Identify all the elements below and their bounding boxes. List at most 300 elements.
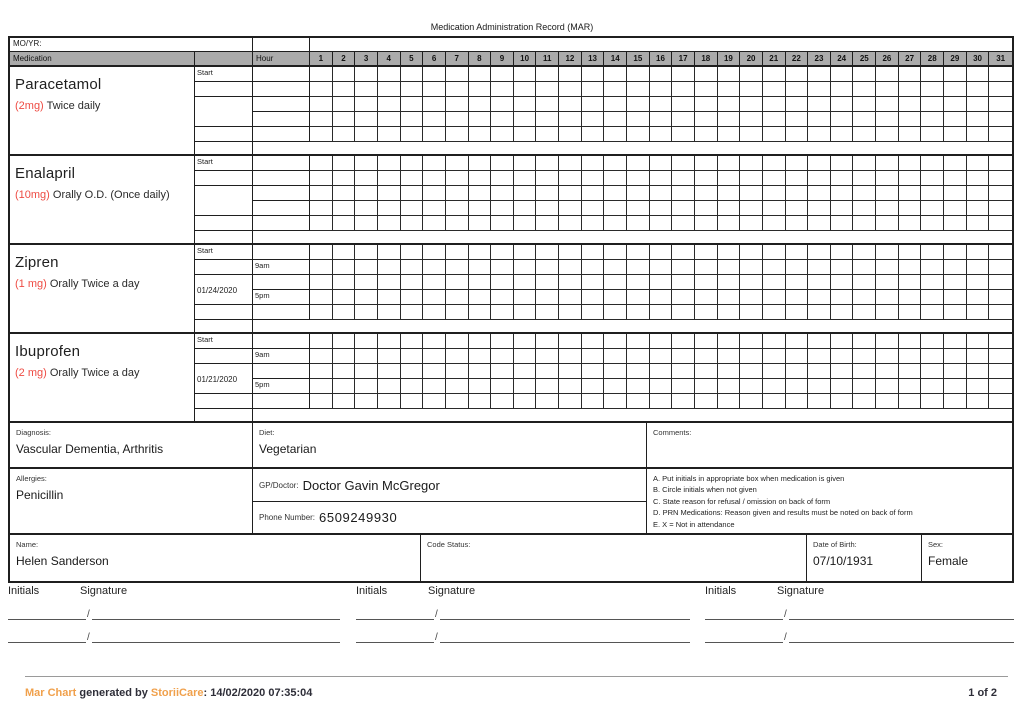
signature-blank[interactable] [789,603,1014,620]
day-cell[interactable] [469,201,492,216]
day-cell[interactable] [718,186,741,201]
day-cell[interactable] [786,97,809,112]
day-cell[interactable] [401,245,424,260]
day-cell[interactable] [333,67,356,82]
day-cell[interactable] [989,171,1012,186]
day-cell[interactable] [989,156,1012,171]
day-cell[interactable] [514,216,537,231]
day-cell[interactable] [695,201,718,216]
day-cell[interactable] [604,186,627,201]
day-cell[interactable] [423,201,446,216]
day-cell[interactable] [536,394,559,409]
day-cell[interactable] [944,260,967,275]
day-cell[interactable] [718,171,741,186]
day-cell[interactable] [401,305,424,320]
day-cell[interactable] [604,349,627,364]
day-cell[interactable] [921,216,944,231]
day-cell[interactable] [536,67,559,82]
day-cell[interactable] [559,186,582,201]
day-cell[interactable] [740,305,763,320]
signature-line[interactable] [356,603,690,620]
day-cell[interactable] [559,216,582,231]
day-cell[interactable] [446,245,469,260]
day-cell[interactable] [899,245,922,260]
day-cell[interactable] [469,260,492,275]
day-cell[interactable] [808,275,831,290]
day-cell[interactable] [989,275,1012,290]
day-cell[interactable] [650,112,673,127]
day-cell[interactable] [536,334,559,349]
day-cell[interactable] [310,97,333,112]
day-cell[interactable] [355,156,378,171]
day-cell[interactable] [899,305,922,320]
day-cell[interactable] [559,67,582,82]
day-cell[interactable] [672,186,695,201]
day-cell[interactable] [808,201,831,216]
day-cell[interactable] [808,305,831,320]
day-cell[interactable] [401,275,424,290]
signature-line[interactable] [8,626,340,643]
day-cell[interactable] [627,67,650,82]
hour-empty-cell[interactable] [253,97,310,112]
day-cell[interactable] [876,245,899,260]
day-cell[interactable] [469,112,492,127]
day-cell[interactable] [786,67,809,82]
day-cell[interactable] [740,364,763,379]
day-cell[interactable] [355,334,378,349]
day-cell[interactable] [944,245,967,260]
day-cell[interactable] [514,364,537,379]
day-cell[interactable] [899,364,922,379]
day-cell[interactable] [491,364,514,379]
hour-empty-cell[interactable] [253,186,310,201]
day-cell[interactable] [695,364,718,379]
day-cell[interactable] [423,97,446,112]
day-cell[interactable] [695,245,718,260]
date-empty-cell[interactable] [195,320,253,332]
day-cell[interactable] [695,349,718,364]
day-cell[interactable] [786,334,809,349]
day-cell[interactable] [944,334,967,349]
day-cell[interactable] [310,260,333,275]
day-cell[interactable] [333,156,356,171]
day-cell[interactable] [763,364,786,379]
day-cell[interactable] [355,112,378,127]
day-cell[interactable] [559,260,582,275]
day-cell[interactable] [514,290,537,305]
day-cell[interactable] [853,379,876,394]
day-cell[interactable] [491,334,514,349]
day-cell[interactable] [582,82,605,97]
day-cell[interactable] [559,245,582,260]
day-cell[interactable] [718,201,741,216]
day-cell[interactable] [899,186,922,201]
day-cell[interactable] [559,290,582,305]
day-cell[interactable] [310,67,333,82]
day-cell[interactable] [899,349,922,364]
day-cell[interactable] [446,275,469,290]
day-cell[interactable] [536,305,559,320]
day-cell[interactable] [899,260,922,275]
day-cell[interactable] [310,171,333,186]
day-cell[interactable] [718,394,741,409]
day-cell[interactable] [989,245,1012,260]
day-cell[interactable] [899,171,922,186]
day-cell[interactable] [831,334,854,349]
day-cell[interactable] [469,349,492,364]
day-cell[interactable] [559,112,582,127]
day-cell[interactable] [921,127,944,142]
day-cell[interactable] [853,349,876,364]
day-cell[interactable] [740,260,763,275]
block-bottom-cell[interactable] [253,142,1012,154]
day-cell[interactable] [967,305,990,320]
day-cell[interactable] [786,260,809,275]
day-cell[interactable] [401,201,424,216]
date-empty-cell[interactable] [195,216,253,231]
date-empty-cell[interactable] [195,409,253,421]
day-cell[interactable] [491,275,514,290]
day-cell[interactable] [989,305,1012,320]
day-cell[interactable] [921,379,944,394]
day-cell[interactable] [763,245,786,260]
day-cell[interactable] [559,364,582,379]
day-cell[interactable] [695,67,718,82]
day-cell[interactable] [650,364,673,379]
day-cell[interactable] [967,275,990,290]
day-cell[interactable] [378,379,401,394]
day-cell[interactable] [650,245,673,260]
day-cell[interactable] [786,349,809,364]
day-cell[interactable] [944,156,967,171]
day-cell[interactable] [967,245,990,260]
day-cell[interactable] [695,216,718,231]
day-cell[interactable] [582,394,605,409]
day-cell[interactable] [536,349,559,364]
day-cell[interactable] [582,201,605,216]
day-cell[interactable] [695,290,718,305]
day-cell[interactable] [808,290,831,305]
day-cell[interactable] [582,97,605,112]
day-cell[interactable] [853,334,876,349]
day-cell[interactable] [355,171,378,186]
day-cell[interactable] [423,112,446,127]
day-cell[interactable] [967,112,990,127]
day-cell[interactable] [718,275,741,290]
day-cell[interactable] [446,186,469,201]
day-cell[interactable] [944,186,967,201]
day-cell[interactable] [310,216,333,231]
day-cell[interactable] [423,394,446,409]
day-cell[interactable] [536,216,559,231]
day-cell[interactable] [650,334,673,349]
day-cell[interactable] [695,82,718,97]
day-cell[interactable] [333,97,356,112]
day-cell[interactable] [650,67,673,82]
day-cell[interactable] [582,364,605,379]
day-cell[interactable] [763,394,786,409]
day-cell[interactable] [333,349,356,364]
day-cell[interactable] [627,171,650,186]
day-cell[interactable] [831,216,854,231]
day-cell[interactable] [310,349,333,364]
day-cell[interactable] [627,97,650,112]
day-cell[interactable] [333,245,356,260]
day-cell[interactable] [627,127,650,142]
day-cell[interactable] [469,186,492,201]
day-cell[interactable] [944,349,967,364]
day-cell[interactable] [469,67,492,82]
day-cell[interactable] [582,245,605,260]
day-cell[interactable] [446,156,469,171]
day-cell[interactable] [718,334,741,349]
signature-line[interactable] [705,603,1014,620]
day-cell[interactable] [333,112,356,127]
date-empty-cell[interactable] [195,127,253,142]
day-cell[interactable] [786,245,809,260]
day-cell[interactable] [718,379,741,394]
day-cell[interactable] [491,127,514,142]
day-cell[interactable] [853,127,876,142]
day-cell[interactable] [491,216,514,231]
day-cell[interactable] [355,260,378,275]
day-cell[interactable] [944,82,967,97]
signature-line[interactable] [356,626,690,643]
day-cell[interactable] [378,97,401,112]
day-cell[interactable] [650,349,673,364]
day-cell[interactable] [672,67,695,82]
day-cell[interactable] [989,334,1012,349]
day-cell[interactable] [627,201,650,216]
day-cell[interactable] [310,112,333,127]
day-cell[interactable] [333,394,356,409]
day-cell[interactable] [604,245,627,260]
day-cell[interactable] [423,171,446,186]
day-cell[interactable] [582,334,605,349]
day-cell[interactable] [491,290,514,305]
day-cell[interactable] [469,127,492,142]
day-cell[interactable] [944,127,967,142]
day-cell[interactable] [536,171,559,186]
day-cell[interactable] [627,275,650,290]
day-cell[interactable] [876,201,899,216]
day-cell[interactable] [944,171,967,186]
day-cell[interactable] [967,67,990,82]
day-cell[interactable] [989,97,1012,112]
day-cell[interactable] [989,379,1012,394]
day-cell[interactable] [831,245,854,260]
day-cell[interactable] [491,97,514,112]
day-cell[interactable] [469,245,492,260]
day-cell[interactable] [763,127,786,142]
day-cell[interactable] [491,67,514,82]
day-cell[interactable] [355,394,378,409]
day-cell[interactable] [989,216,1012,231]
day-cell[interactable] [310,290,333,305]
day-cell[interactable] [469,275,492,290]
day-cell[interactable] [899,216,922,231]
day-cell[interactable] [989,394,1012,409]
day-cell[interactable] [808,171,831,186]
day-cell[interactable] [831,97,854,112]
day-cell[interactable] [627,186,650,201]
day-cell[interactable] [446,364,469,379]
day-cell[interactable] [650,275,673,290]
day-cell[interactable] [559,379,582,394]
day-cell[interactable] [469,171,492,186]
day-cell[interactable] [786,156,809,171]
day-cell[interactable] [808,186,831,201]
day-cell[interactable] [559,82,582,97]
day-cell[interactable] [695,379,718,394]
day-cell[interactable] [559,156,582,171]
day-cell[interactable] [514,127,537,142]
day-cell[interactable] [514,379,537,394]
day-cell[interactable] [967,171,990,186]
signature-blank[interactable] [440,626,690,643]
hour-empty-cell[interactable] [253,216,310,231]
day-cell[interactable] [921,82,944,97]
day-cell[interactable] [876,334,899,349]
day-cell[interactable] [876,349,899,364]
day-cell[interactable] [310,305,333,320]
day-cell[interactable] [853,364,876,379]
day-cell[interactable] [446,97,469,112]
day-cell[interactable] [333,216,356,231]
day-cell[interactable] [740,275,763,290]
day-cell[interactable] [989,112,1012,127]
day-cell[interactable] [650,156,673,171]
day-cell[interactable] [604,127,627,142]
day-cell[interactable] [876,186,899,201]
day-cell[interactable] [899,97,922,112]
day-cell[interactable] [582,156,605,171]
day-cell[interactable] [469,97,492,112]
day-cell[interactable] [763,82,786,97]
day-cell[interactable] [944,216,967,231]
day-cell[interactable] [695,275,718,290]
day-cell[interactable] [446,349,469,364]
day-cell[interactable] [446,67,469,82]
day-cell[interactable] [355,245,378,260]
day-cell[interactable] [944,364,967,379]
day-cell[interactable] [582,216,605,231]
day-cell[interactable] [876,394,899,409]
day-cell[interactable] [378,245,401,260]
day-cell[interactable] [695,156,718,171]
day-cell[interactable] [672,275,695,290]
day-cell[interactable] [944,97,967,112]
day-cell[interactable] [921,112,944,127]
day-cell[interactable] [672,171,695,186]
day-cell[interactable] [718,364,741,379]
day-cell[interactable] [401,127,424,142]
day-cell[interactable] [808,260,831,275]
day-cell[interactable] [378,112,401,127]
day-cell[interactable] [899,156,922,171]
day-cell[interactable] [944,305,967,320]
day-cell[interactable] [831,82,854,97]
date-empty-cell[interactable] [195,394,253,409]
day-cell[interactable] [831,379,854,394]
day-cell[interactable] [559,275,582,290]
day-cell[interactable] [899,334,922,349]
day-cell[interactable] [446,112,469,127]
comments-cell[interactable] [647,423,1012,467]
day-cell[interactable] [514,82,537,97]
day-cell[interactable] [401,112,424,127]
day-cell[interactable] [604,364,627,379]
day-cell[interactable] [718,82,741,97]
day-cell[interactable] [401,171,424,186]
day-cell[interactable] [582,379,605,394]
day-cell[interactable] [514,156,537,171]
day-cell[interactable] [378,171,401,186]
day-cell[interactable] [378,349,401,364]
day-cell[interactable] [672,349,695,364]
day-cell[interactable] [378,364,401,379]
signature-blank[interactable] [789,626,1014,643]
day-cell[interactable] [876,97,899,112]
day-cell[interactable] [627,156,650,171]
day-cell[interactable] [876,171,899,186]
day-cell[interactable] [808,67,831,82]
day-cell[interactable] [853,186,876,201]
day-cell[interactable] [582,186,605,201]
day-cell[interactable] [786,171,809,186]
day-cell[interactable] [401,82,424,97]
day-cell[interactable] [786,290,809,305]
day-cell[interactable] [831,156,854,171]
day-cell[interactable] [491,305,514,320]
hour-empty-cell[interactable] [253,305,310,320]
day-cell[interactable] [446,379,469,394]
day-cell[interactable] [831,364,854,379]
day-cell[interactable] [718,349,741,364]
day-cell[interactable] [786,216,809,231]
day-cell[interactable] [378,82,401,97]
day-cell[interactable] [763,201,786,216]
day-cell[interactable] [786,275,809,290]
day-cell[interactable] [627,216,650,231]
day-cell[interactable] [695,260,718,275]
day-cell[interactable] [604,275,627,290]
day-cell[interactable] [514,334,537,349]
day-cell[interactable] [355,97,378,112]
day-cell[interactable] [514,275,537,290]
day-cell[interactable] [763,349,786,364]
initials-blank[interactable] [356,603,434,620]
day-cell[interactable] [740,394,763,409]
day-cell[interactable] [491,394,514,409]
block-bottom-cell[interactable] [253,231,1012,243]
day-cell[interactable] [378,290,401,305]
day-cell[interactable] [853,275,876,290]
signature-blank[interactable] [92,603,340,620]
day-cell[interactable] [604,305,627,320]
day-cell[interactable] [921,334,944,349]
day-cell[interactable] [604,379,627,394]
day-cell[interactable] [310,334,333,349]
day-cell[interactable] [876,379,899,394]
day-cell[interactable] [536,379,559,394]
day-cell[interactable] [786,127,809,142]
day-cell[interactable] [514,349,537,364]
day-cell[interactable] [446,334,469,349]
day-cell[interactable] [808,127,831,142]
day-cell[interactable] [491,171,514,186]
day-cell[interactable] [514,186,537,201]
